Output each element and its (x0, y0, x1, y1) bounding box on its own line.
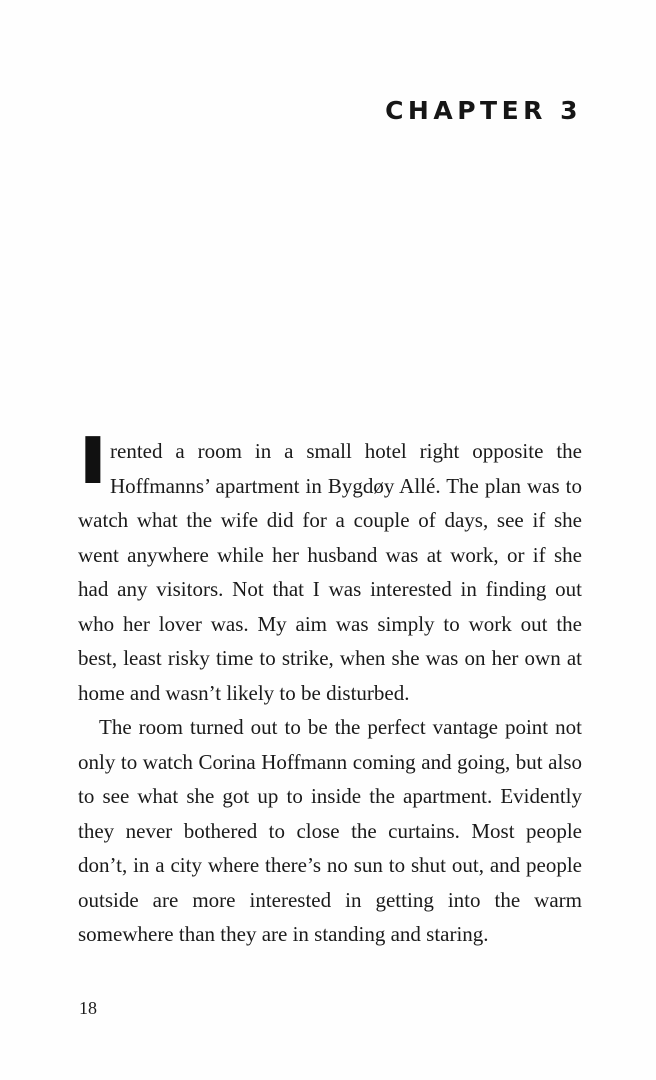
chapter-body (78, 425, 582, 952)
drop-cap: I (78, 425, 108, 499)
chapter-heading: CHAPTER 3 (385, 96, 582, 125)
paragraph-first (78, 425, 582, 710)
paragraph-second-text: The room turned out to be the perfect vantage point not only to watch Corina Hoffmann coming and going, but also to see what she got up to inside the apartment. Evidently they never bothered to close the curtains. Most people don’t, in a city where there’s no sun to shut out, and people outside are more interested in getting into the warm somewhere than they are in standing and staring. (78, 715, 582, 946)
page-number: 18 (79, 998, 97, 1018)
paragraph-second (78, 710, 582, 952)
paragraph-first-text: rented a room in a small hotel right opposite the Hoffmanns’ apartment in Bygdøy Allé. The plan was to watch what the wife did for a couple of days, see if she went anywhere while her husband was at work, or if she had any visitors. Not that I was interested in finding out who her lover was. My aim was simply to work out the best, least risky time to strike, when she was on her own at home and wasn’t likely to be disturbed. (78, 439, 582, 705)
